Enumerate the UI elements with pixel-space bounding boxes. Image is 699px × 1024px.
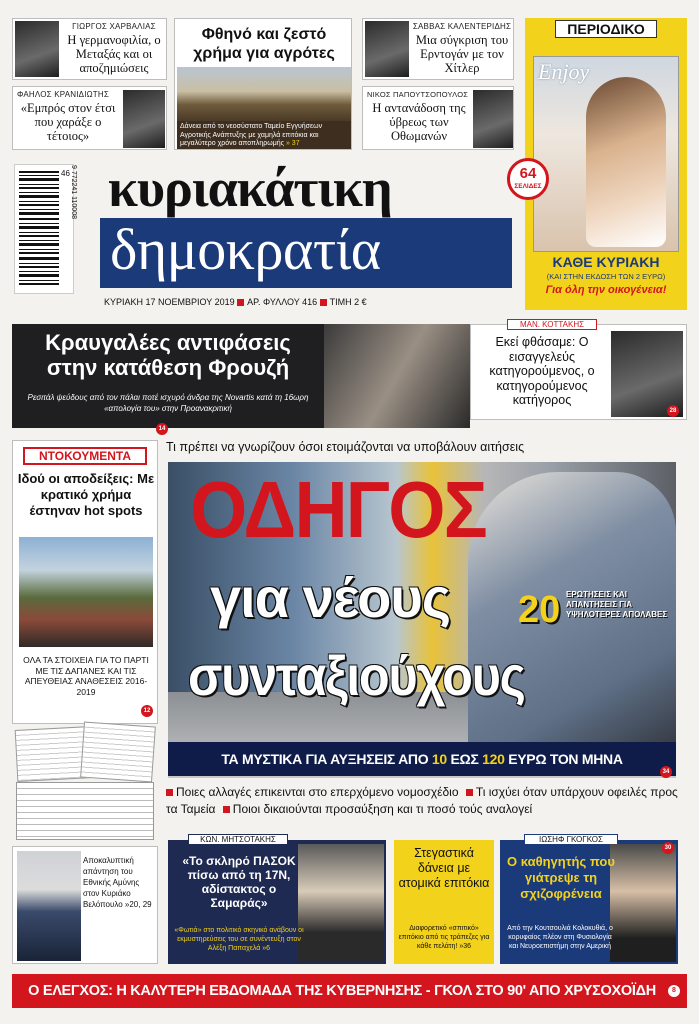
frouzis-story[interactable] bbox=[12, 324, 324, 428]
author-photo bbox=[610, 844, 676, 962]
pages-number: 64 bbox=[519, 165, 537, 182]
reply-body: Αποκαλυπτική απάντηση του Εθνικής Αμύνης στον Κυριάκο Βελόπουλο bbox=[83, 856, 140, 909]
story-headline: Ο καθηγητής που γιάτρεψε τη σχιζοφρένεια bbox=[507, 854, 615, 901]
page-number: 14 bbox=[156, 423, 168, 435]
story-quote: «Το σκληρό ΠΑΣΟΚ πίσω από τη 17Ν, αδίστακτος ο Σαμαράς» bbox=[182, 854, 296, 910]
crowd-photo bbox=[19, 537, 153, 647]
main-title-line2: για νέους bbox=[210, 566, 451, 629]
main-bullets bbox=[166, 784, 692, 818]
bullet-text: Ποιοι δικαιούνται προσαύξηση και τι ποσό τούς αναλογεί bbox=[232, 802, 533, 816]
gkogkos-story[interactable] bbox=[500, 835, 678, 964]
story-caption: «Φωτιά» στο πολιτικό σκηνικό ανάβουν οι εκμυστηρεύσεις του σε συνέντευξη στον Αλέξη Παπαχελά »6 bbox=[174, 927, 304, 952]
author-name: ΦΑΗΛΟΣ ΚΡΑΝΙΔΙΩΤΗΣ bbox=[17, 90, 110, 99]
story-headline: Ιδού οι αποδείξεις: Με κρατικό χρήμα έστηναν hot spots bbox=[17, 471, 155, 518]
author-photo bbox=[365, 21, 409, 77]
teaser-headline: Η αντανάδοση της ύβρεως των Οθωμανών bbox=[372, 101, 466, 143]
author-name: ΣΑΒΒΑΣ ΚΑΛΕΝΤΕΡΙΔΗΣ bbox=[412, 22, 512, 31]
story-caption: Από την Κουτσουλιά Κολοκυθιά, ο κορυφαίος πλέον στη Φυσιολογία και Νευροεπιστήμη στην Αμερική bbox=[507, 925, 613, 950]
teaser-charvalias[interactable] bbox=[12, 18, 167, 80]
pages-badge bbox=[507, 158, 549, 200]
loans-story[interactable] bbox=[394, 840, 494, 964]
issue-number: ΑΡ. ΦΥΛΛΟΥ 416 bbox=[247, 297, 318, 307]
page-number: 12 bbox=[141, 705, 153, 717]
separator-icon bbox=[320, 299, 327, 306]
bullet-icon bbox=[466, 789, 473, 796]
separator-icon bbox=[237, 299, 244, 306]
qa-text: ΕΡΩΤΗΣΕΙΣ ΚΑΙ ΑΠΑΝΤΗΣΕΙΣ ΓΙΑ ΥΨΗΛΟΤΕΡΕΣ ΑΠΟΛΑΒΕΣ bbox=[566, 590, 668, 619]
author-photo bbox=[473, 90, 513, 148]
document-scan bbox=[80, 722, 156, 783]
footer-text: Ο ΕΛΕΓΧΟΣ: Η ΚΑΛΥΤΕΡΗ ΕΒΔΟΜΑΔΑ ΤΗΣ ΚΥΒΕΡΝΗΣΗΣ - ΓΚΟΛ ΣΤΟ 90' ΑΠΟ ΧΡΥΣΟΧΟΪΔΗ bbox=[28, 983, 656, 999]
documents-scans bbox=[12, 724, 158, 842]
magazine-tagline: Για όλη την οικογένεια! bbox=[545, 284, 667, 296]
story-caption: Διαφορετικό «σπιτικό» επιτόκιο από τις τράπεζες για κάθε πελάτη! »36 bbox=[398, 925, 490, 950]
secrets-from: 10 bbox=[431, 751, 447, 767]
photo-caption bbox=[177, 121, 351, 149]
page-ref: » 37 bbox=[285, 140, 300, 147]
teaser-headline: Φθηνό και ζεστό χρήμα για αγρότες bbox=[193, 26, 335, 62]
page-number: 37 bbox=[291, 140, 300, 147]
barcode-number: 9 772241 110008 bbox=[70, 165, 77, 219]
author-name: ΙΩΣΗΦ ΓΚΟΓΚΟΣ bbox=[524, 834, 618, 845]
masthead-line2: δημοκρατία bbox=[110, 217, 381, 282]
teaser-headline: Η γερμανοφιλία, ο Μεταξάς και οι αποζημιώσεις bbox=[67, 33, 161, 75]
magazine-note: (ΚΑΙ ΣΤΗΝ ΕΚΔΟΣΗ ΤΩΝ 2 ΕΥΡΩ) bbox=[546, 272, 666, 281]
issue-code: 46 bbox=[61, 169, 70, 178]
story-caption: ΟΛΑ ΤΑ ΣΤΟΙΧΕΙΑ ΓΙΑ ΤΟ ΠΑΡΤΙ ΜΕ ΤΙΣ ΔΑΠΑΝΕΣ ΚΑΙ ΤΙΣ ΑΠΕΥΘΕΙΑΣ ΑΝΑΘΕΣΕΙΣ 2016-2019 bbox=[23, 655, 149, 697]
reply-text: Αποκαλυπτική απάντηση του Εθνικής Αμύνης στον Κυριάκο Βελόπουλο »20, 29 bbox=[83, 856, 152, 909]
author-photo bbox=[123, 90, 165, 148]
barcode-icon bbox=[15, 165, 75, 295]
secrets-text-b: ΕΥΡΩ ΤΟΝ ΜΗΝΑ bbox=[508, 751, 623, 767]
mitsotakis-story[interactable] bbox=[168, 835, 386, 964]
bullet-text: Τι ισχύει όταν υπάρχουν οφειλές προς τα Ταμεία bbox=[166, 785, 678, 816]
tractor-photo bbox=[177, 67, 351, 121]
column-headline: Εκεί φθάσαμε: Ο εισαγγελεύς κατηγορούμενος, ο κατηγορούμενος κατήγορος bbox=[489, 335, 595, 407]
masthead-line1: κυριακάτικη bbox=[108, 158, 392, 218]
teaser-papoutsopoulos[interactable] bbox=[362, 86, 514, 150]
cover-model bbox=[586, 77, 666, 247]
document-scan bbox=[16, 782, 154, 840]
magazine-cover bbox=[533, 56, 679, 252]
frouzis-photo bbox=[324, 324, 470, 428]
author-name: ΜΑΝ. ΚΟΤΤΑΚΗΣ bbox=[507, 319, 597, 330]
author-name: ΚΩΝ. ΜΗΤΣΟΤΑΚΗΣ bbox=[188, 834, 288, 845]
magazine-title: Enjoy bbox=[538, 59, 590, 84]
main-title-line3: συνταξιούχους bbox=[188, 644, 525, 707]
bullet-icon bbox=[166, 789, 173, 796]
story-subline: Ρεσιτάλ ψεύδους από τον πάλαι ποτέ ισχυρό άνδρα της Novartis κατά τη 16ωρη «απολογία του» στην Προανακριτική bbox=[27, 393, 309, 413]
qa-badge bbox=[518, 588, 678, 638]
page-number: 36 bbox=[463, 943, 472, 950]
footer-strip[interactable] bbox=[12, 974, 687, 1008]
magazine-label: ΠΕΡΙΟΔΙΚΟ bbox=[555, 20, 657, 38]
secrets-text-a: ΤΑ ΜΥΣΤΙΚΑ ΓΙΑ ΑΥΞΗΣΕΙΣ ΑΠΟ bbox=[221, 751, 429, 767]
issue-price: ΤΙΜΗ 2 € bbox=[329, 297, 367, 307]
section-label: ΝΤΟΚΟΥΜΕΝΤΑ bbox=[23, 447, 147, 465]
kottakis-column[interactable] bbox=[470, 320, 687, 420]
pages-word: ΣΕΛΙΔΕΣ bbox=[514, 183, 542, 190]
teaser-kalenteridis[interactable] bbox=[362, 18, 514, 80]
author-name: ΓΙΩΡΓΟΣ ΧΑΡΒΑΛΙΑΣ bbox=[72, 22, 156, 31]
story-headline: Στεγαστικά δάνεια με ατομικά επιτόκια bbox=[398, 846, 490, 890]
masthead-dateline bbox=[104, 297, 514, 307]
author-photo bbox=[298, 844, 384, 962]
page-number: 34 bbox=[660, 766, 672, 778]
qa-number: 20 bbox=[518, 589, 561, 631]
page-number: 8 bbox=[668, 985, 680, 997]
person-photo bbox=[17, 851, 81, 961]
secrets-mid: ΕΩΣ bbox=[450, 751, 479, 767]
teaser-farmers[interactable] bbox=[174, 18, 352, 150]
caption-text: Διαφορετικό «σπιτικό» επιτόκιο από τις τράπεζες για κάθε πελάτη! bbox=[398, 925, 490, 950]
reply-pages: 20, 29 bbox=[129, 900, 152, 909]
page-number: 30 bbox=[662, 842, 674, 854]
author-photo bbox=[15, 21, 59, 77]
issue-date: ΚΥΡΙΑΚΗ 17 ΝΟΕΜΒΡΙΟΥ 2019 bbox=[104, 297, 235, 307]
magazine-promo[interactable] bbox=[514, 18, 687, 310]
author-name: ΝΙΚΟΣ ΠΑΠΟΥΤΣΟΠΟΥΛΟΣ bbox=[367, 90, 469, 99]
teaser-headline: «Εμπρός στον έτσι που χαράξε ο τέτοιος» bbox=[20, 101, 116, 143]
page-number: 28 bbox=[667, 405, 679, 417]
barcode bbox=[14, 164, 77, 294]
secrets-to: 120 bbox=[482, 751, 505, 767]
main-secrets bbox=[168, 742, 676, 776]
bullet-text: Ποιες αλλαγές επικεινται στο επερχόμενο νομοσχέδιο bbox=[176, 785, 459, 799]
reply-story[interactable] bbox=[12, 846, 158, 964]
page-number: 6 bbox=[266, 945, 271, 952]
caption-text: Δάνεια από το νεοσύστατο Ταμείο Εγγυήσεων Αγροτικής Ανάπτυξης με χαμηλά επιτόκια και μεγαλύτερο χρόνο αποπληρωμής bbox=[180, 123, 323, 147]
bullet-icon bbox=[223, 806, 230, 813]
main-title-line1: ΟΔΗΓΟΣ bbox=[190, 465, 486, 554]
main-kicker: Τι πρέπει να γνωρίζουν όσοι ετοιμάζονται να υποβάλουν αιτήσεις bbox=[166, 440, 525, 454]
caption-text: «Φωτιά» στο πολιτικό σκηνικό ανάβουν οι εκμυστηρεύσεις του σε συνέντευξη στον Αλέξη Παπαχελά bbox=[174, 927, 304, 952]
magazine-day: ΚΑΘΕ ΚΥΡΙΑΚΗ bbox=[552, 254, 660, 270]
teaser-kranidiotis[interactable] bbox=[12, 86, 167, 150]
documents-story[interactable] bbox=[12, 440, 158, 724]
story-headline: Κραυγαλέες αντιφάσεις στην κατάθεση Φρουζή bbox=[45, 330, 291, 380]
teaser-headline: Μια σύγκριση του Ερντογάν με τον Χίτλερ bbox=[415, 33, 509, 75]
